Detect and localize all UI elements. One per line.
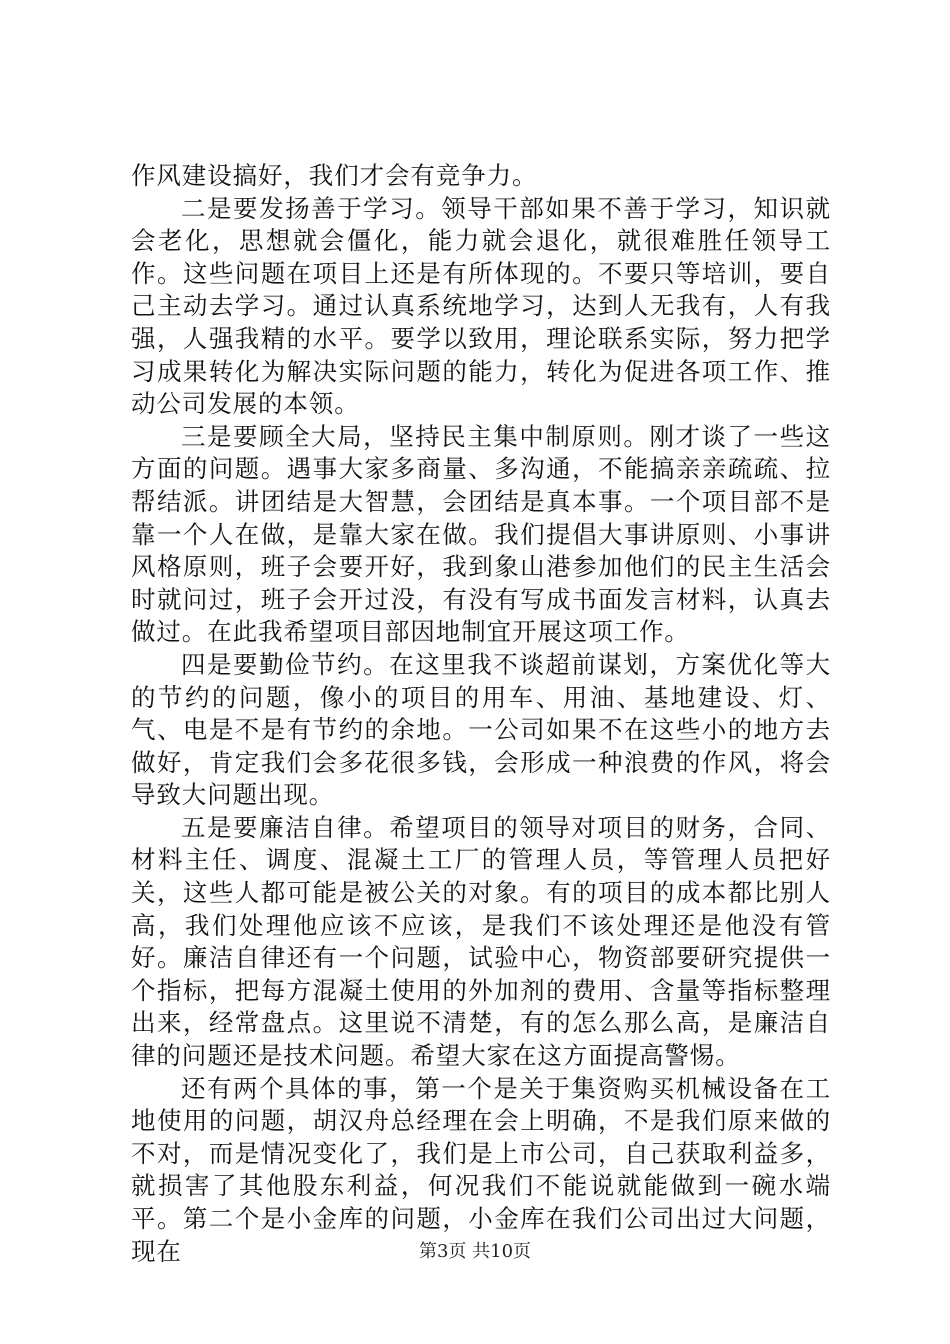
paragraph-5: 五是要廉洁自律。希望项目的领导对项目的财务，合同、材料主任、调度、混凝土工厂的管理人员，等管理人员把好关，这些人都可能是被公关的对象。有的项目的成本都比别人高，我们处理他应该不应该，是我们不该处理还是他没有管好。廉洁自律还有一个问题，试验中心，物资部要研究提供一个指标，把每方混凝土使用的外加剂的费用、含量等指标整理出来，经常盘点。这里说不清楚，有的怎么那么高，是廉洁自律的问题还是技术问题。希望大家在这方面提高警惕。 [131, 812, 831, 1071]
paragraph-6: 还有两个具体的事，第一个是关于集资购买机械设备在工地使用的问题，胡汉舟总经理在会上明确，不是我们原来做的不对，而是情况变化了，我们是上市公司，自己获取利益多，就损害了其他股东利益，何况我们不能说就能做到一碗水端平。第二个是小金库的问题，小金库在我们公司出过大问题，现在 [131, 1073, 831, 1266]
paragraph-2: 二是要发扬善于学习。领导干部如果不善于学习，知识就会老化，思想就会僵化，能力就会退化，就很难胜任领导工作。这些问题在项目上还是有所体现的。不要只等培训，要自己主动去学习。通过认真系统地学习，达到人无我有，人有我强，人强我精的水平。要学以致用，理论联系实际，努力把学习成果转化为解决实际问题的能力，转化为促进各项工作、推动公司发展的本领。 [131, 193, 831, 419]
paragraph-1: 作风建设搞好，我们才会有竞争力。 [131, 161, 538, 190]
paragraph-4: 四是要勤俭节约。在这里我不谈超前谋划，方案优化等大的节约的问题，像小的项目的用车、用油、基地建设、灯、气、电是不是有节约的余地。一公司如果不在这些小的地方去做好，肯定我们会多花很多钱，会形成一种浪费的作风，将会导致大问题出现。 [131, 649, 831, 810]
paragraph-3: 三是要顾全大局，坚持民主集中制原则。刚才谈了一些这方面的问题。遇事大家多商量、多沟通，不能搞亲亲疏疏、拉帮结派。讲团结是大智慧，会团结是真本事。一个项目部不是靠一个人在做，是靠大家在做。我们提倡大事讲原则、小事讲风格原则，班子会要开好，我到象山港参加他们的民主生活会时就问过，班子会开过没，有没有写成书面发言材料，认真去做过。在此我希望项目部因地制宜开展这项工作。 [131, 421, 831, 647]
page-number-footer: 第3页 共10页 [418, 1241, 532, 1262]
document-body [131, 160, 831, 1268]
